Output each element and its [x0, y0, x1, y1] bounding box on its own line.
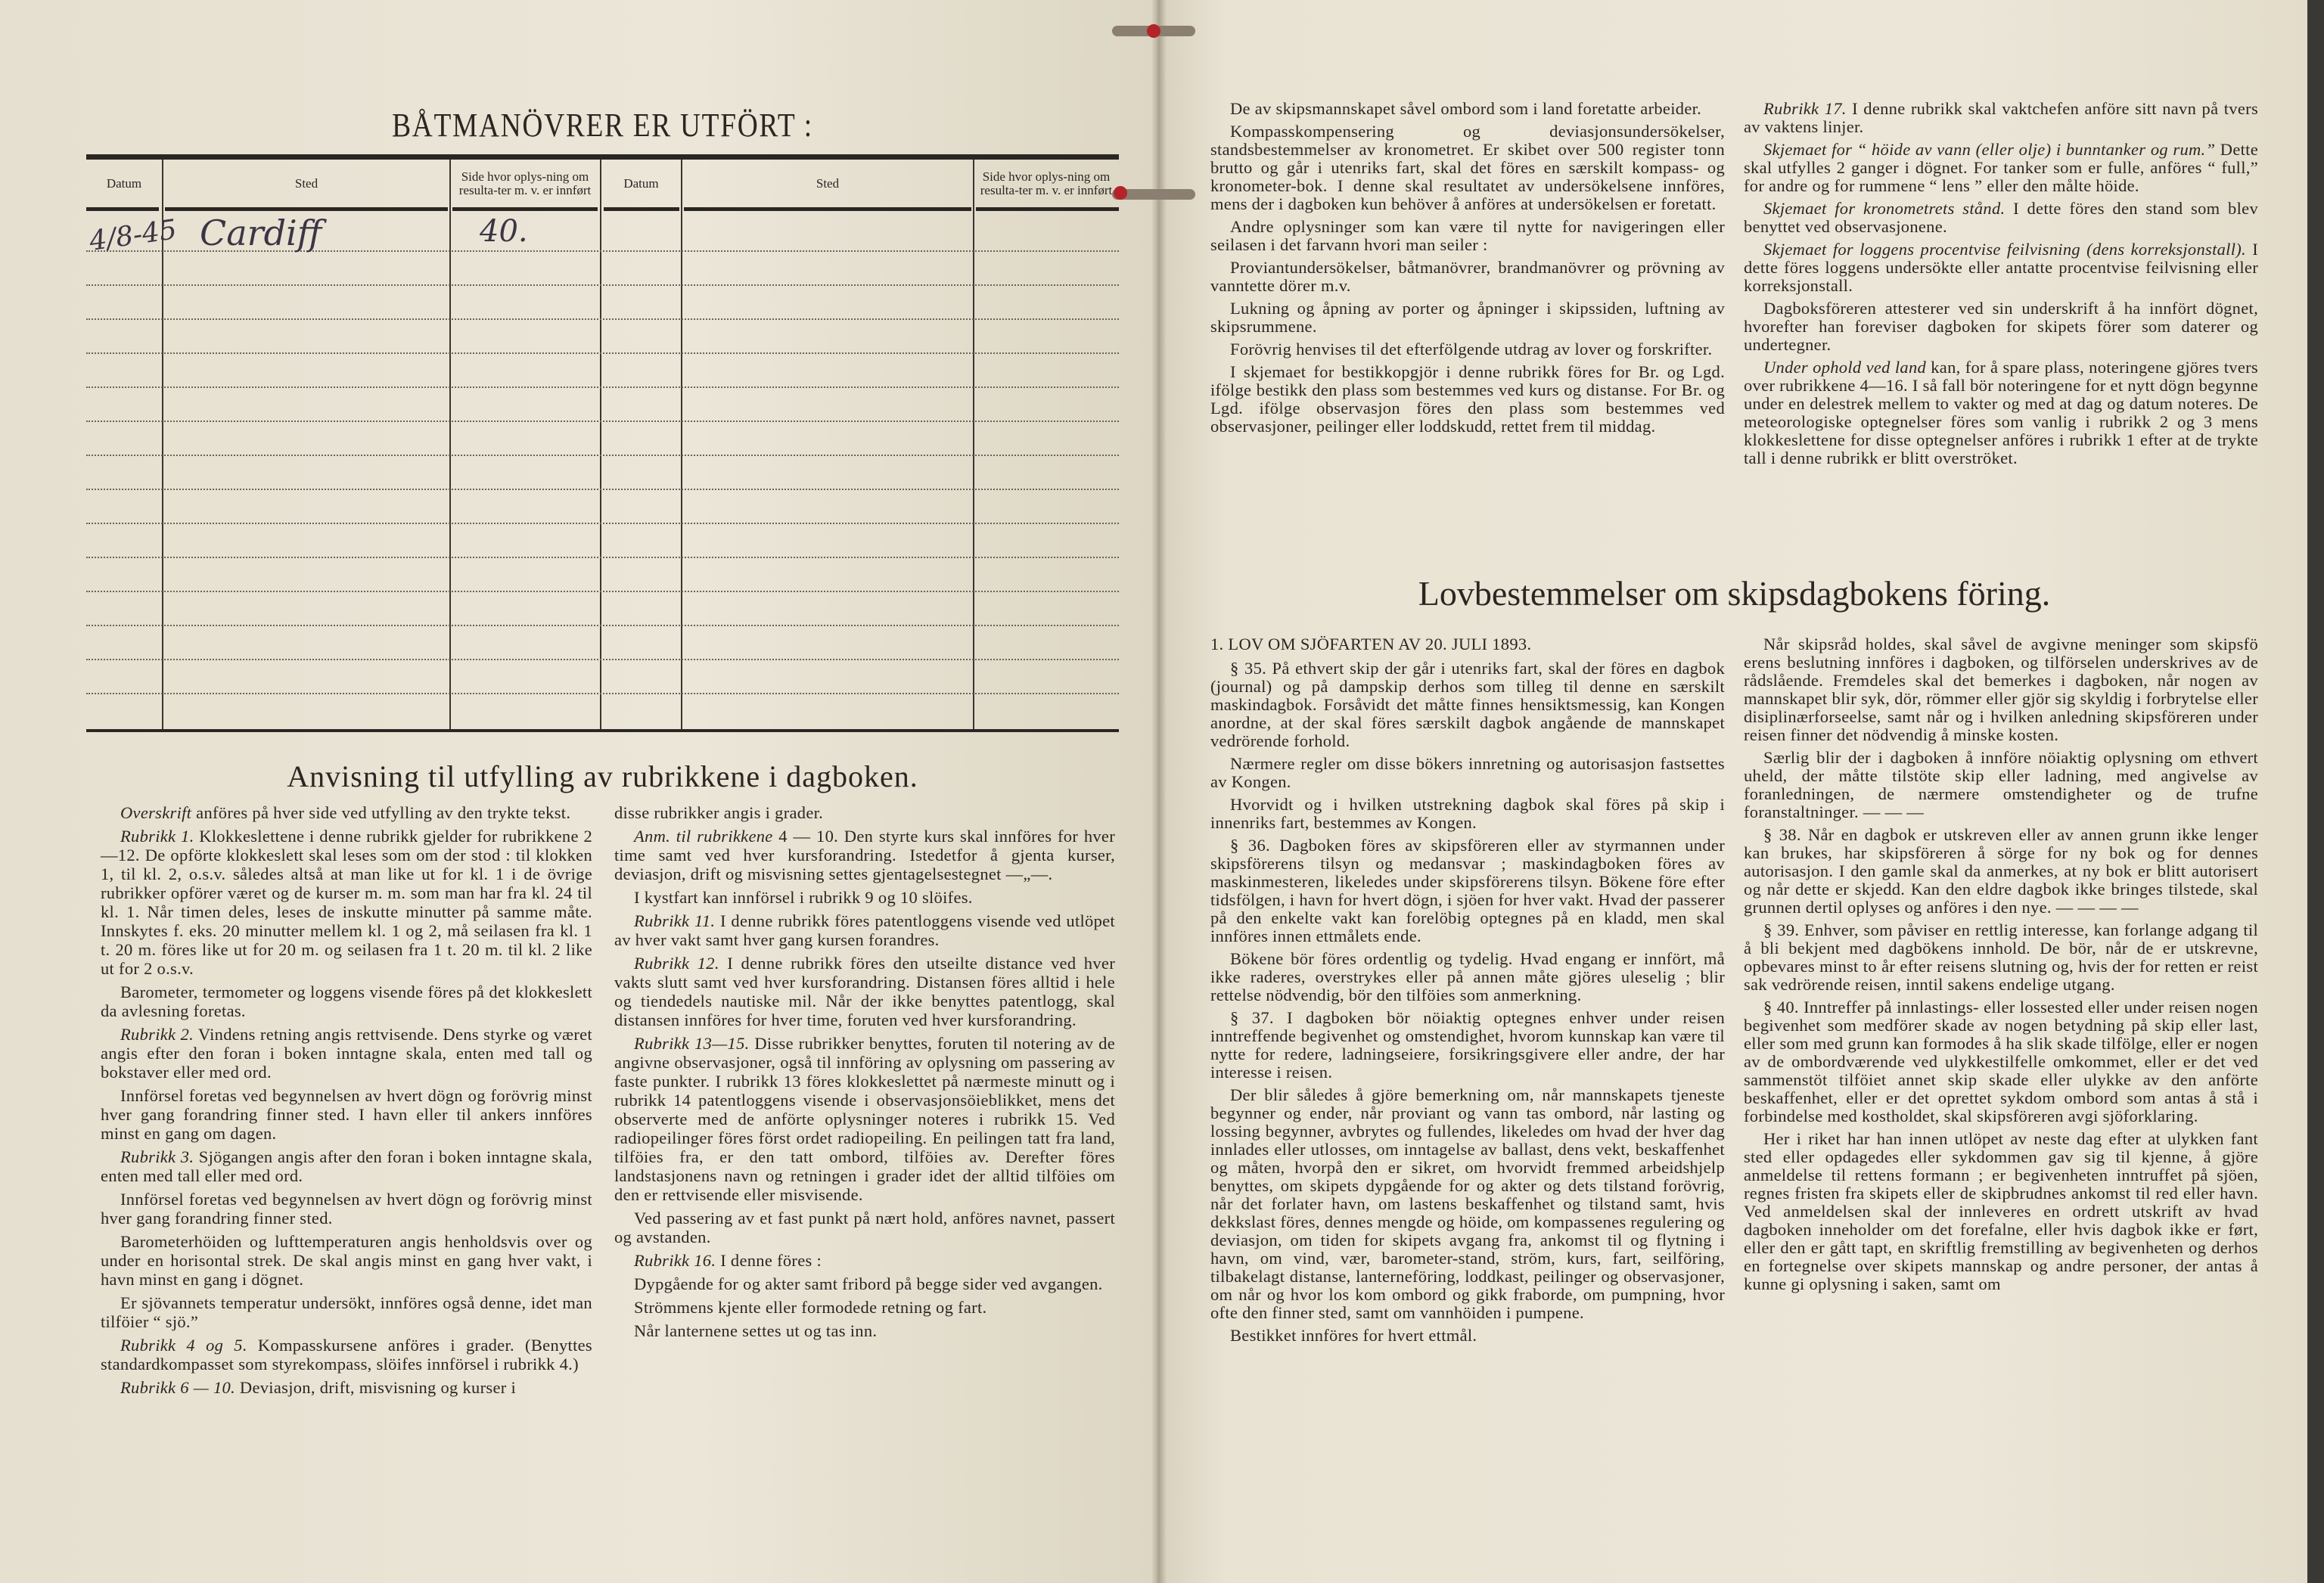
paragraph [614, 911, 1115, 949]
boat-drill-table [86, 154, 1119, 732]
paragraph [1744, 1130, 2258, 1293]
rubric-column-1 [1210, 100, 1725, 440]
entry-sted: Cardiff [200, 213, 322, 253]
paragraph-lead: Rubrikk 13—15. [634, 1034, 750, 1053]
paragraph [1744, 635, 2258, 744]
paragraph-text: Innförsel foretas ved begynnelsen av hvert dögn og forövrig minst hver gang forandring finner sted. I havn eller til ankers innföres minst en gang om dagen. [101, 1086, 592, 1143]
scan-edge [2307, 0, 2324, 1583]
paragraph [1744, 241, 2258, 295]
paragraph-text: Når skipsråd holdes, skal såvel de avgivne meninger som skipsfö erens beslutning innföres i dagboken, og tilförselen underskrives av de rådslående. Fremdeles skal det bemerkes i dagboken, når nogen av mannskapet blir syk, dör, römmer eller gjör sig skyldig i forbrytelse eller disiplinærforseelse, samt når og i hvilken anledning skipsföreren under reisen finner det nödvendig å minske kosten. [1744, 635, 2258, 744]
paragraph [1210, 796, 1725, 832]
entry-side: 40. [480, 214, 528, 249]
paragraph [1744, 200, 2258, 236]
paragraph-text: Her i riket har han innen utlöpet av neste dag efter at ulykken fant sted eller opdagedes eller sykdommen gav sig til kjenne, å gjöre anmeldelse til rettens formann ; er begivenheten inntruffet på sjöen, regnes fristen fra skipets eller de skipbrudnes ankomst til red eller havn. Ved anmeldelsen skal der innleveres en ordrett utskrift av hvad dagboken inneholder om det forefalne, eller hvis dagbok ikke er ført, eller den er gått tapt, en skriftlig fremstilling av begivenheten og derhos en fortegnelse over skipets mannskap og andre personer, der antas å kunne gi oplysning i saken, samt om [1744, 1129, 2258, 1293]
paragraph [1210, 259, 1725, 295]
paragraph [1744, 100, 2258, 136]
paragraph [101, 1336, 592, 1373]
paragraph [1744, 300, 2258, 354]
rubric-column-2 [1744, 100, 2258, 472]
paragraph [101, 1378, 592, 1397]
paragraph-text: Barometerhöiden og lufttemperaturen angis henholdsvis over og under en horisontal strek. De skal angis minst en gang hver vakt, i havn minst en gang i dögnet. [101, 1232, 592, 1289]
paragraph [1210, 660, 1725, 750]
law-column-1 [1210, 635, 1725, 1349]
paragraph-text: 4 — 10. Den styrte kurs skal innföres for hver time samt ved hver kursforandring. Istedetfor å gjenta kurser, deviasjon, drift og misvisning settes gjentagelsestegnet —„—. [614, 827, 1116, 883]
paragraph-text: Proviantundersökelser, båtmanövrer, brandmanövrer og prövning av vanntette dörer m.v. [1210, 258, 1725, 295]
paragraph-text: I denne rubrikk föres patentloggens visende ved utlöpet av hver vakt samt hver gang kursen forandres. [614, 911, 1115, 949]
paragraph-lead: Rubrikk 12. [634, 954, 719, 973]
paragraph [1744, 749, 2258, 821]
binding-knot-top [1147, 24, 1160, 38]
paragraph-text: Der blir således å gjöre bemerkning om, når mannskapets tjeneste begynner og ender, når proviant og vann tas ombord, når lasting og lossing begynner, avbrytes og fullendes, likeledes om hvad der hver dag innlades eller utlosses, om inntagelse av ballast, dens vekt, beskaffenhet og måten, hvorpå den er sikret, om hvorvidt fremmed arbeidshjelp benyttes, om skipets dypgående for og akter og dets tilstand forövrig, når det forlater havn, om lastens beskaffenhet og tilstand samt, hvis dekkslast föres, dennes mengde og höide, om kompassenes regulering og deviasjon, om tiden for skipets avgang fra, ankomst til og flytning i havn, om vind, vær, barometer-stand, ström, kurs, fart, seilföring, tilbakelagt distanse, lanterneföring, loddkast, peilinger og observasjoner, om når og hvor los kom ombord og gikk fraborde, om pumpning, hvor ofte den finner sted, samt om vannhöiden i pumpene. [1210, 1085, 1725, 1322]
paragraph-lead: Overskrift [120, 803, 192, 822]
header-sted-1: Sted [294, 175, 318, 191]
paragraph-text: Er sjövannets temperatur undersökt, innföres også denne, idet man tilföier “ sjö.” [101, 1293, 592, 1331]
paragraph [614, 1034, 1115, 1204]
paragraph-lead: Rubrikk 1. [120, 827, 194, 846]
paragraph-text: Vindens retning angis rettvisende. Dens styrke og været angis efter den foran i boken inntagne skala, enten med tall og bokstaver eller med ord. [101, 1025, 592, 1082]
paragraph-lead: Skjemaet for “ höide av vann (eller olje) i bunntanker og rum.” [1763, 140, 2216, 159]
paragraph [614, 1274, 1115, 1293]
paragraph-text: § 37. I dagboken bör nöiaktig optegnes enhver under reisen inntreffende begivenhet og omstendighet, hvorom kunnskap kan være til nytte for redere, ladningseiere, forsikringsgivere eller andre, der har interesse i reisen. [1210, 1008, 1725, 1082]
paragraph [614, 1209, 1115, 1246]
table-row-line [86, 625, 1119, 626]
paragraph-text: I denne föres : [716, 1251, 822, 1270]
paragraph [1210, 218, 1725, 254]
table-row-line [86, 523, 1119, 524]
paragraph [614, 954, 1115, 1029]
paragraph [1210, 363, 1725, 436]
paragraph-text: Dypgående for og akter samt fribord på begge sider ved avgangen. [634, 1274, 1103, 1293]
paragraph-text: Klokkeslettene i denne rubrikk gjelder for rubrikkene 2—12. De opförte klokkeslett skal leses som om der stod : til klokken 1, til kl. 2, o.s.v. således altså at man like ut for kl. 1 i de övrige rubrikker opförer været og de kurser m. m. som man har fra kl. 24 til kl. 1. Når timen deles, leses de inskutte minutter på samme måte. Innskytes f. eks. 20 minutter mellem kl. 1 og 2, må seilasen fra kl. 1 t. 20 m. föres like ut for 20 m. og seilasen fra 1 t. 20 m. til kl. 2 like ut for 2 o.s.v. [101, 827, 592, 978]
entry-datum: 4/8-45 [87, 214, 179, 257]
paragraph-text: Ved passering av et fast punkt på nært hold, anföres navnet, passert og avstanden. [614, 1209, 1115, 1246]
paragraph [101, 827, 592, 978]
paragraph-text: § 35. På ethvert skip der går i utenriks fart, skal der föres en dagbok (journal) og på dampskip derhos som tilleg til denne en særskilt maskindagbok. Forsåvidt det måtte finnes hensiktsmessig, kan Kongen anordne, at der skal föres særskilt dagbok angående de mannskapet vedrörende forhold. [1210, 659, 1725, 750]
paragraph-text: Disse rubrikker benyttes, foruten til notering av de angivne observasjoner, også til innföring av oplysning om passering av faste punkter. I rubrikk 13 föres klokkeslettet på nærmeste minutt og i rubrikk 14 patentloggens visende i observasjonsöieblikket, mens det observerte med de anförte oplysninger noteres i rubrikk 15. Ved radiopeilinger föres först ordet radiopeiling. En peilingen tatt fra land, tilföies fra, er den tatt ombord, tilföies av. Derefter föres landstasjonens navn og retningen i grader idet der alltid tilföies om den er rettvisende eller misvisende. [614, 1034, 1115, 1204]
paragraph [1210, 950, 1725, 1004]
paragraph [1744, 826, 2258, 917]
table-row-line [86, 318, 1119, 320]
paragraph-text: Hvorvidt og i hvilken utstrekning dagbok skal föres på skip i innenriks fart, bestemmes av Kongen. [1210, 795, 1725, 832]
table-row-line [86, 659, 1119, 660]
paragraph-lead: Rubrikk 6 — 10. [120, 1378, 235, 1397]
paragraph-lead: Rubrikk 11. [634, 911, 716, 930]
paragraph-text: Barometer, termometer og loggens visende föres på det klokkeslett da avlesning foretas. [101, 982, 592, 1020]
paragraph-text: Lukning og åpning av porter og åpninger i skipssiden, luftning av skipsrummene. [1210, 299, 1725, 336]
paragraph [1744, 921, 2258, 994]
paragraph [1210, 1086, 1725, 1322]
paragraph-text: § 36. Dagboken föres av skipsföreren eller av styrmannen under skipsförerens tilsyn og medansvar ; maskindagboken föres av maskinmesteren, likeledes under skipsförerens tilsyn. Bökene före efter tidsfölgen, i havn for hvert dögn, i sjöen for hver vakt. Hvad der passerer på den enkelte vakt kan forelöbig optegnes på en kladd, men skal innföres innen ettmålets ende. [1210, 836, 1725, 945]
page-title: BÅTMANÖVRER ER UTFÖRT : [392, 107, 813, 144]
paragraph-text: I kystfart kan innförsel i rubrikk 9 og 10 slöifes. [634, 888, 973, 907]
paragraph [1210, 100, 1725, 118]
paragraph [1210, 1009, 1725, 1082]
paragraph-text: I denne rubrikk föres den utseilte distance ved hver vakts slutt samt ved hver kursforandring. Distansen föres alltid i hele og tiendedels nautiske mil. Når der ikke benyttes patentlogg, skal distansen innföres for hver time, foruten ved hver kursforandring. [614, 954, 1115, 1029]
paragraph-text: disse rubrikker angis i grader. [614, 803, 824, 822]
paragraph-text: Nærmere regler om disse bökers innretning og autorisasjon fastsettes av Kongen. [1210, 754, 1725, 791]
paragraph [1744, 998, 2258, 1125]
paragraph-lead: Rubrikk 3. [120, 1147, 194, 1166]
section-title [1210, 635, 1725, 653]
paragraph [1210, 1327, 1725, 1345]
law-column-2 [1744, 635, 2258, 1298]
header-datum-2: Datum [623, 175, 659, 191]
paragraph [614, 827, 1115, 883]
paragraph [614, 803, 1115, 822]
paragraph-text: I skjemaet for bestikkopgjör i denne rubrikk föres for Br. og Lgd. ifölge bestikk den plass som bestemmes ved kurs og distanse. For Br. og Lgd. ifölge observasjon föres den plass som bestemmes ved observasjoner, peilinger eller loddskudd, rettet frem til middag. [1210, 362, 1725, 436]
paragraph-text: I denne rubrikk skal vaktchefen anföre sitt navn på tvers av vaktens linjer. [1744, 99, 2258, 136]
header-sted-2: Sted [816, 175, 840, 191]
paragraph [101, 1190, 592, 1228]
paragraph [1210, 755, 1725, 791]
paragraph [614, 1298, 1115, 1317]
paragraph-text: § 38. Når en dagbok er utskreven eller av annen grunn ikke lenger kan brukes, har skipsföreren å sörge for ny bok og for dennes autorisasjon. I den gamle skal da anmerkes, at ny bok er blitt autorisert og når dette er skjedd. Kan den eldre dagbok ikke bringes tilstede, skal grunnen dertil oplyses og anföres i den nye. — — — — [1744, 825, 2258, 917]
table-row-line [86, 591, 1119, 592]
paragraph-text: Deviasjon, drift, misvisning og kurser i [235, 1378, 516, 1397]
table-row-line [86, 284, 1119, 286]
paragraph-lead: Rubrikk 16. [634, 1251, 716, 1270]
paragraph-text: Når lanternene settes ut og tas inn. [634, 1321, 878, 1340]
header-side-2: Side hvor oplys-ning om resulta-ter m. v. er innført [980, 169, 1113, 197]
paragraph-lead: Anm. til rubrikkene [634, 827, 773, 846]
instructions-column-2 [614, 803, 1115, 1345]
paragraph-text: § 40. Inntreffer på innlastings- eller lossested eller under reisen nogen begivenhet som medförer skade av nogen betydning på skip eller last, eller som med grunn kan formodes å ha slik skade tilfölge, eller er nogen av de ombordværende ved ulykkestilfelle omkommet, eller er det ved sammenstöt tilföiet annet skip skade eller ulykke av den anförte beskaffenhet, eller er det oprettet sykdom ombord som antas å stå i forbindelse med kostholdet, skal skipsföreren avgi sjöforklaring. [1744, 998, 2258, 1125]
book-spine [1151, 0, 1167, 1583]
paragraph-text: § 39. Enhver, som påviser en rettlig interesse, kan forlange adgang til å bli bekjent med dagbökens innhold. De bör, når de er utskrevne, opbevares minst to år efter reisens slutning og, hvis der for retten er reist sak vedrörende reisen, inntil sakens endelige utgang. [1744, 920, 2258, 994]
header-side-1: Side hvor oplys-ning om resulta-ter m. v. er innført [458, 169, 592, 197]
paragraph [1210, 123, 1725, 213]
paragraph [1744, 359, 2258, 467]
paragraph [101, 1293, 592, 1331]
paragraph [1210, 340, 1725, 359]
paragraph-text: I dette föres den stand som blev benyttet ved observasjonene. [1744, 199, 2258, 236]
table-row-line [86, 489, 1119, 490]
table-row-line [86, 386, 1119, 388]
table-row-line [86, 557, 1119, 558]
paragraph-text: Dette skal utfylles 2 ganger i dögnet. For tanker som er fulle, anföres “ full,” for andre og for rummene “ lens ” eller den målte höide. [1744, 140, 2258, 195]
paragraph [101, 1232, 592, 1289]
paragraph [101, 803, 592, 822]
instructions-column-1 [101, 803, 592, 1401]
paragraph-lead: Rubrikk 17. [1763, 99, 1847, 118]
instructions-heading: Anvisning til utfylling av rubrikkene i dagboken. [287, 759, 918, 793]
paragraph-lead: Skjemaet for loggens procentvise feilvisning (dens korreksjonstall). [1763, 240, 2246, 259]
paragraph-text: Kompasskursene anföres i grader. (Benyttes standardkompasset som styrekompass, slöifes innförsel i rubrikk 4.) [101, 1336, 592, 1373]
paragraph-text: anföres på hver side ved utfylling av den trykte tekst. [191, 803, 571, 822]
paragraph-text: Sjögangen angis after den foran i boken inntagne skala, enten med tall eller med ord. [101, 1147, 592, 1185]
paragraph [1210, 837, 1725, 945]
paragraph [614, 1251, 1115, 1270]
paragraph [101, 1147, 592, 1185]
table-row-line [86, 455, 1119, 456]
paragraph-lead: Skjemaet for kronometrets stånd. [1763, 199, 2006, 218]
paragraph-lead: Rubrikk 4 og 5. [120, 1336, 247, 1355]
paragraph-text: Dagboksföreren attesterer ved sin underskrift å ha innfört dögnet, hvorefter han foreviser dagboken for skipets förer som daterer og undertegner. [1744, 299, 2258, 354]
table-row-line [86, 352, 1119, 354]
paragraph [101, 1086, 592, 1143]
paragraph [101, 1025, 592, 1082]
paragraph-text: kan, for å spare plass, noteringene gjöres tvers over rubrikkene 4—16. I så fall bör noteringene for et nytt dögn begynne under en delestrek mellem to vakter og med at dag og datum noteres. De meteorologiske optegnelser föres som vanlig i rubrikk 2 og 3 mens klokkeslettene for disse optegnelser anföres i rubrikk 1 efter at de trykte tall i denne rubrikk er blitt overströket. [1744, 358, 2258, 467]
paragraph-text: 1. LOV OM SJÖFARTEN AV 20. JULI 1893. [1210, 635, 1532, 653]
header-datum-1: Datum [106, 175, 142, 191]
paragraph [614, 888, 1115, 907]
paragraph-text: I dette föres loggens undersökte eller antatte procentvise feilvisning eller korreksjonstall. [1744, 240, 2258, 295]
paragraph-text: Særlig blir der i dagboken å innföre nöiaktig oplysning om ethvert uheld, der måtte tilstöte skip eller ladning, med angivelse av foranledningen, de nærmere omstendigheter og de trufne foranstaltninger. — — — [1744, 748, 2258, 821]
paragraph-lead: Under ophold ved land [1763, 358, 1927, 377]
paragraph-text: Innförsel foretas ved begynnelsen av hvert dögn og forövrig minst hver gang forandring finner sted. [101, 1190, 592, 1228]
paragraph-lead: Rubrikk 2. [120, 1025, 194, 1044]
table-row-line [86, 421, 1119, 422]
table-row-line [86, 693, 1119, 694]
paragraph [101, 982, 592, 1020]
paragraph-text: Forövrig henvises til det efterfölgende utdrag av lover og forskrifter. [1230, 340, 1713, 359]
paragraph-text: Strömmens kjente eller formodede retning og fart. [634, 1298, 987, 1317]
paragraph [614, 1321, 1115, 1340]
paragraph [1210, 300, 1725, 336]
paragraph [1744, 141, 2258, 195]
paragraph-text: Bökene bör föres ordentlig og tydelig. Hvad engang er innfört, må ikke raderes, overstrykes eller på annen måte gjöres uleselig ; blir rettelse nödvendig, bör den tilföies som anmerkning. [1210, 949, 1725, 1004]
paragraph-text: Bestikket innföres for hvert ettmål. [1230, 1326, 1477, 1345]
paragraph-text: De av skipsmannskapet såvel ombord som i land foretatte arbeider. [1230, 99, 1702, 118]
law-heading: Lovbestemmelser om skipsdagbokens föring. [1418, 574, 2051, 613]
paragraph-text: Kompasskompensering og deviasjonsundersökelser, standsbestemmelser av kronometret. Er skibet over 500 register tonn brutto og går i utenriks fart, skal det föres en særskilt kompass- og kronometer-bok. I denne skal resultatet av undersökelsene innföres, mens der i dagboken kun behöver å anföres at undersökelsen er foretatt. [1210, 122, 1725, 213]
paragraph-text: Andre oplysninger som kan være til nytte for navigeringen eller seilasen i det farvann hvori man seiler : [1210, 217, 1725, 254]
